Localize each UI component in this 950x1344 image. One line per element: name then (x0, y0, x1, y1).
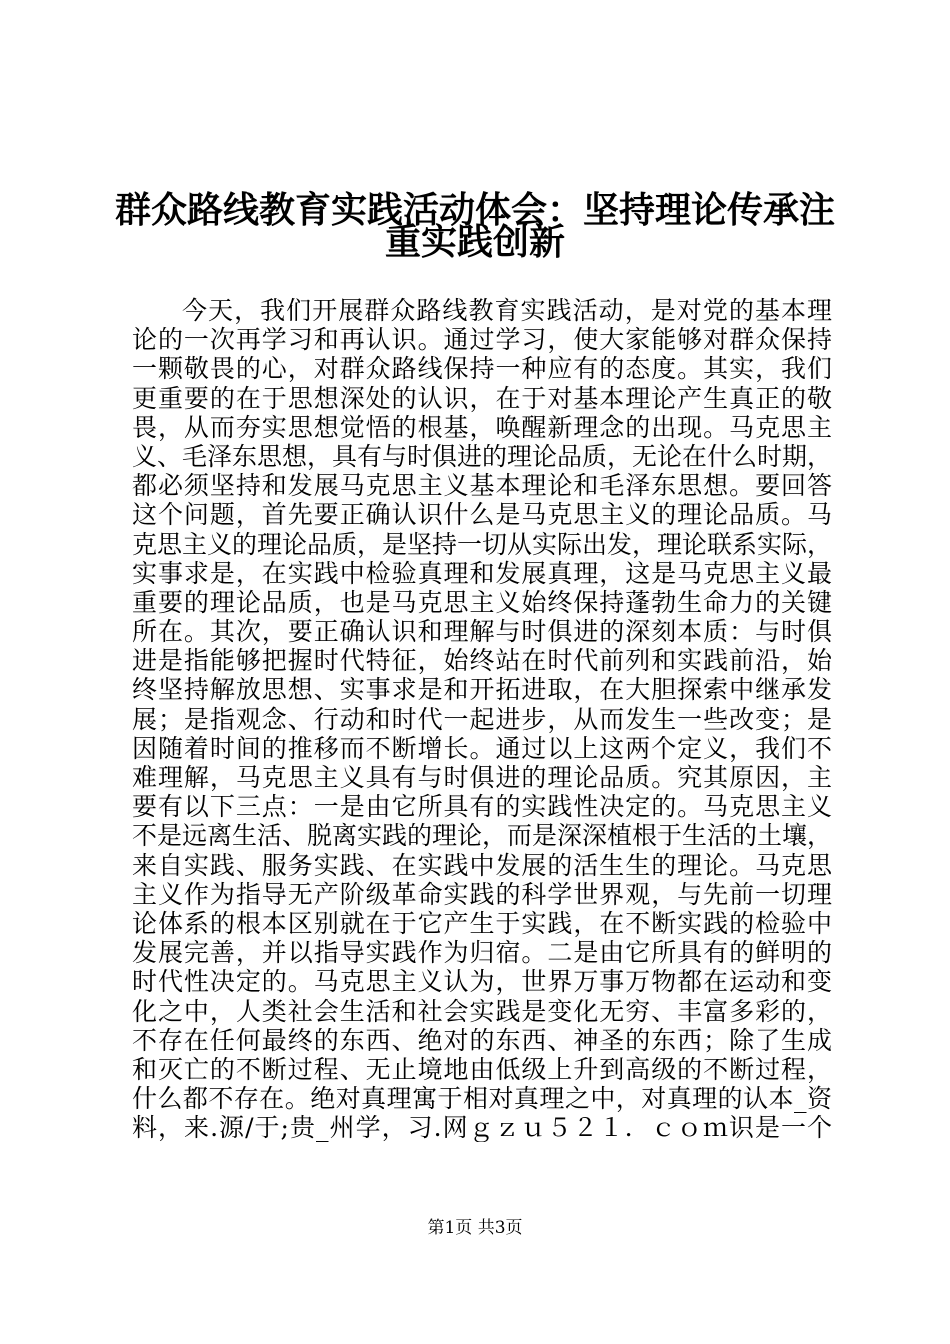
body-text-line: 今天，我们开展群众路线教育实践活动，是对党的基本理 (182, 296, 832, 325)
body-text-line: 因随着时间的推移而不断增长。通过以上这两个定义，我们不 (132, 733, 832, 763)
body-text-line: 时代性决定的。马克思主义认为，世界万事万物都在运动和变 (132, 967, 832, 997)
body-text-line: 实事求是，在实践中检验真理和发展真理，这是马克思主义最 (132, 558, 832, 588)
body-text-line: 料，来.源/于;贵_州学，习.网ｇｚｕ５２１．ｃｏｍ识是一个 (132, 1113, 832, 1143)
body-text-line: 终坚持解放思想、实事求是和开拓进取，在大胆探索中继承发 (132, 675, 832, 705)
body-text-line: 和灭亡的不断过程、无止境地由低级上升到高级的不断过程， (132, 1054, 832, 1084)
document-title-line-2: 重实践创新 (384, 222, 565, 263)
body-text-line: 不存在任何最终的东西、绝对的东西、神圣的东西；除了生成 (132, 1025, 832, 1055)
body-text-line: 要有以下三点：一是由它所具有的实践性决定的。马克思主义 (132, 792, 832, 822)
document-title-line-1: 群众路线教育实践活动体会：坚持理论传承注 (114, 190, 835, 231)
body-text-line: 化之中，人类社会生活和社会实践是变化无穷、丰富多彩的， (132, 996, 832, 1026)
body-text-line: 这个问题，首先要正确认识什么是马克思主义的理论品质。马 (132, 500, 832, 530)
body-text-line: 不是远离生活、脱离实践的理论，而是深深植根于生活的土壤， (132, 821, 832, 851)
document-body (132, 296, 832, 1142)
body-text-line: 义、毛泽东思想，具有与时俱进的理论品质，无论在什么时期， (132, 441, 832, 471)
body-text-line: 论的一次再学习和再认识。通过学习，使大家能够对群众保持 (132, 325, 832, 355)
body-text-line: 展；是指观念、行动和时代一起进步，从而发生一些改变；是 (132, 704, 832, 734)
body-text-line: 来自实践、服务实践、在实践中发展的活生生的理论。马克思 (132, 850, 832, 880)
body-text-line: 主义作为指导无产阶级革命实践的科学世界观，与先前一切理 (132, 879, 832, 909)
body-text-line: 进是指能够把握时代特征，始终站在时代前列和实践前沿，始 (132, 646, 832, 676)
body-text-line: 论体系的根本区别就在于它产生于实践，在不断实践的检验中 (132, 908, 832, 938)
body-text-line: 畏，从而夯实思想觉悟的根基，唤醒新理念的出现。马克思主 (132, 412, 832, 442)
body-text-line: 克思主义的理论品质，是坚持一切从实际出发，理论联系实际， (132, 529, 832, 559)
body-text-line: 一颗敬畏的心，对群众路线保持一种应有的态度。其实，我们 (132, 354, 832, 384)
body-text-line: 难理解，马克思主义具有与时俱进的理论品质。究其原因，主 (132, 763, 832, 792)
body-text-line: 所在。其次，要正确认识和理解与时俱进的深刻本质：与时俱 (132, 617, 832, 647)
body-text-line: 什么都不存在。绝对真理寓于相对真理之中，对真理的认本_资 (132, 1084, 832, 1114)
page-number-footer: 第1页 共3页 (427, 1218, 523, 1238)
body-text-line: 重要的理论品质，也是马克思主义始终保持蓬勃生命力的关键 (132, 587, 832, 617)
body-text-line: 更重要的在于思想深处的认识，在于对基本理论产生真正的敬 (132, 383, 832, 413)
body-text-line: 发展完善，并以指导实践作为归宿。二是由它所具有的鲜明的 (132, 938, 832, 968)
body-text-line: 都必须坚持和发展马克思主义基本理论和毛泽东思想。要回答 (132, 471, 832, 501)
